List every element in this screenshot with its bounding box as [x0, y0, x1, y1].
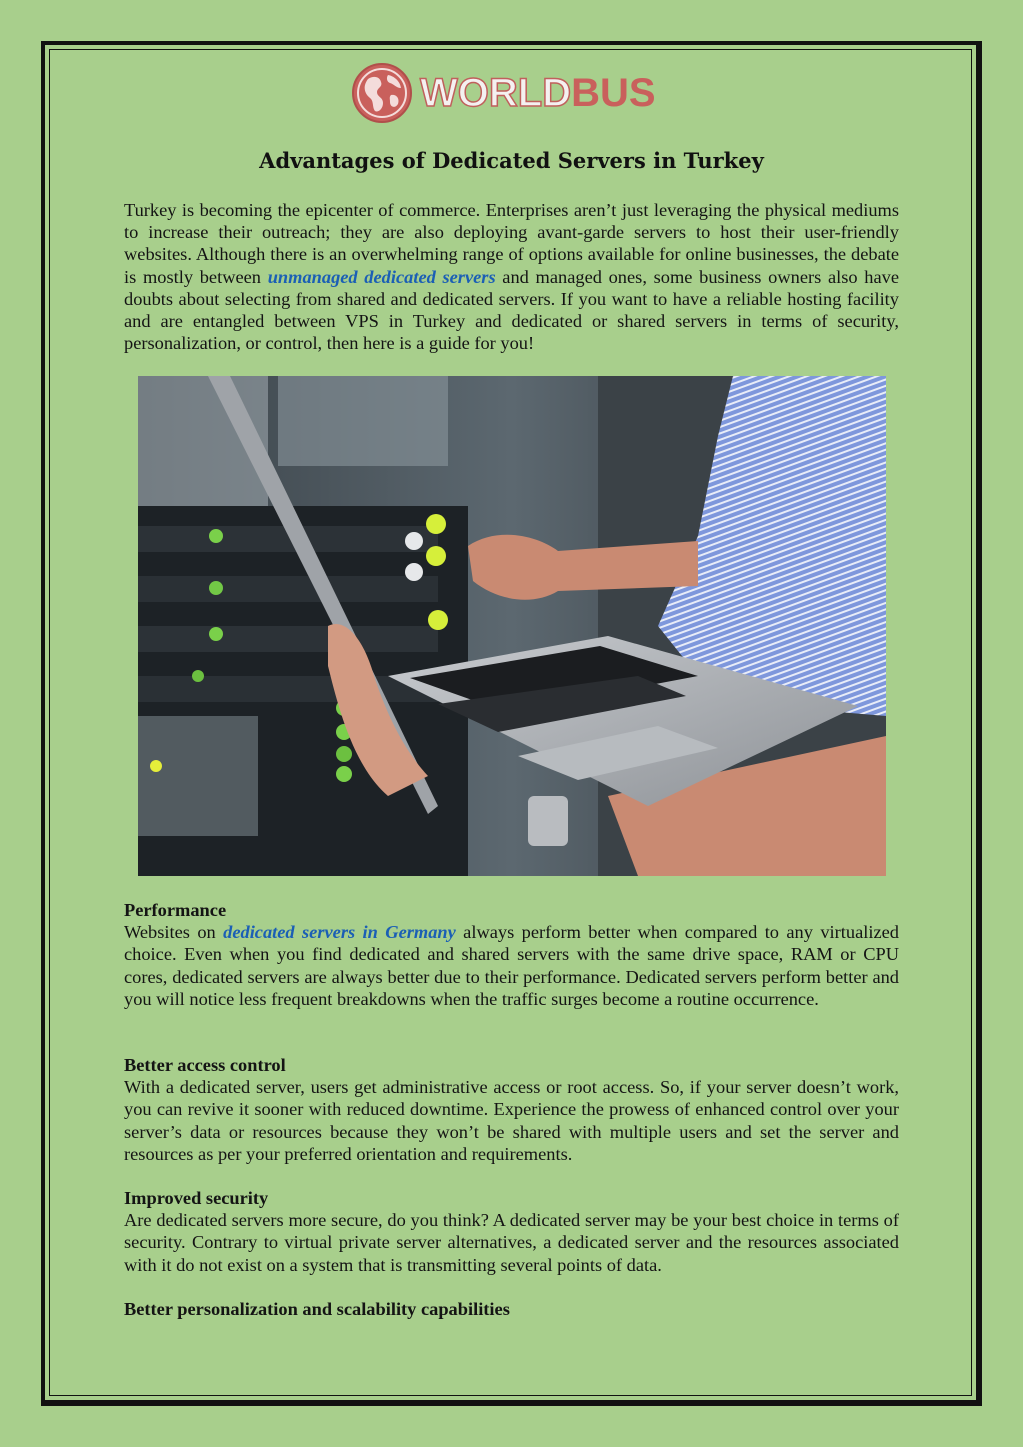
unmanaged-dedicated-servers-link[interactable]: unmanaged dedicated servers	[267, 266, 496, 287]
intro-text-after: and managed ones, some business owners also have doubts about selecting from shared and dedicated servers. If you want to have a reliable hosting facility and are entangled between VPS in Turkey and dedicated or shared servers in terms of security, personalization, or control, then here is a guide for you!	[124, 266, 899, 354]
section-body-performance	[124, 921, 899, 1010]
server-rack-laptop-photo	[138, 376, 886, 876]
worldbus-logo	[350, 60, 680, 126]
logo-wordmark	[420, 71, 656, 116]
section-body-security: Are dedicated servers more secure, do you think? A dedicated server may be your best choice in terms of security. Contrary to virtual private server alternatives, a dedicated server and the resources associated with it do not exist on a system that is transmitting several points of data.	[124, 1210, 899, 1275]
performance-text-before: Websites on	[124, 922, 224, 943]
logo-word-bus: BUS	[571, 70, 656, 115]
logo-word-world: WORLD	[420, 70, 572, 115]
performance-text-after: always perform better when compared to any virtualized choice. Even when you find dedicated and shared servers with the same drive space, RAM or CPU cores, dedicated servers are always better due to their performance. Dedicated servers perform better and you will notice less frequent breakdowns when the traffic surges become a routine occurrence.	[124, 922, 899, 1009]
dedicated-servers-germany-link[interactable]: dedicated servers in Germany	[223, 922, 456, 943]
page-title: Advantages of Dedicated Servers in Turkey	[259, 148, 764, 173]
globe-icon	[350, 61, 414, 125]
section-heading-personalization: Better personalization and scalability capabilities	[124, 1299, 510, 1319]
section-body-access-control: With a dedicated server, users get administrative access or root access. So, if your server doesn’t work, you can revive it sooner with reduced downtime. Experience the prowess of enhanced control over your server’s data or resources because they won’t be shared with multiple users and set the server and resources as per your preferred orientation and requirements.	[124, 1077, 899, 1164]
section-heading-access-control: Better access control	[124, 1055, 286, 1075]
section-heading-security: Improved security	[124, 1188, 269, 1208]
intro-text-before: Turkey is becoming the epicenter of commerce. Enterprises aren’t just leveraging the physical mediums to increase their outreach; they are also deploying avant-garde servers to host their user-friendly websites. Although there is an overwhelming range of options available for online businesses, the debate is mostly between	[124, 200, 899, 287]
section-access-control	[124, 1054, 899, 1165]
section-personalization	[124, 1298, 899, 1320]
intro-paragraph	[124, 199, 899, 354]
section-heading-performance: Performance	[124, 900, 227, 920]
section-performance	[124, 899, 899, 1010]
section-security	[124, 1187, 899, 1276]
